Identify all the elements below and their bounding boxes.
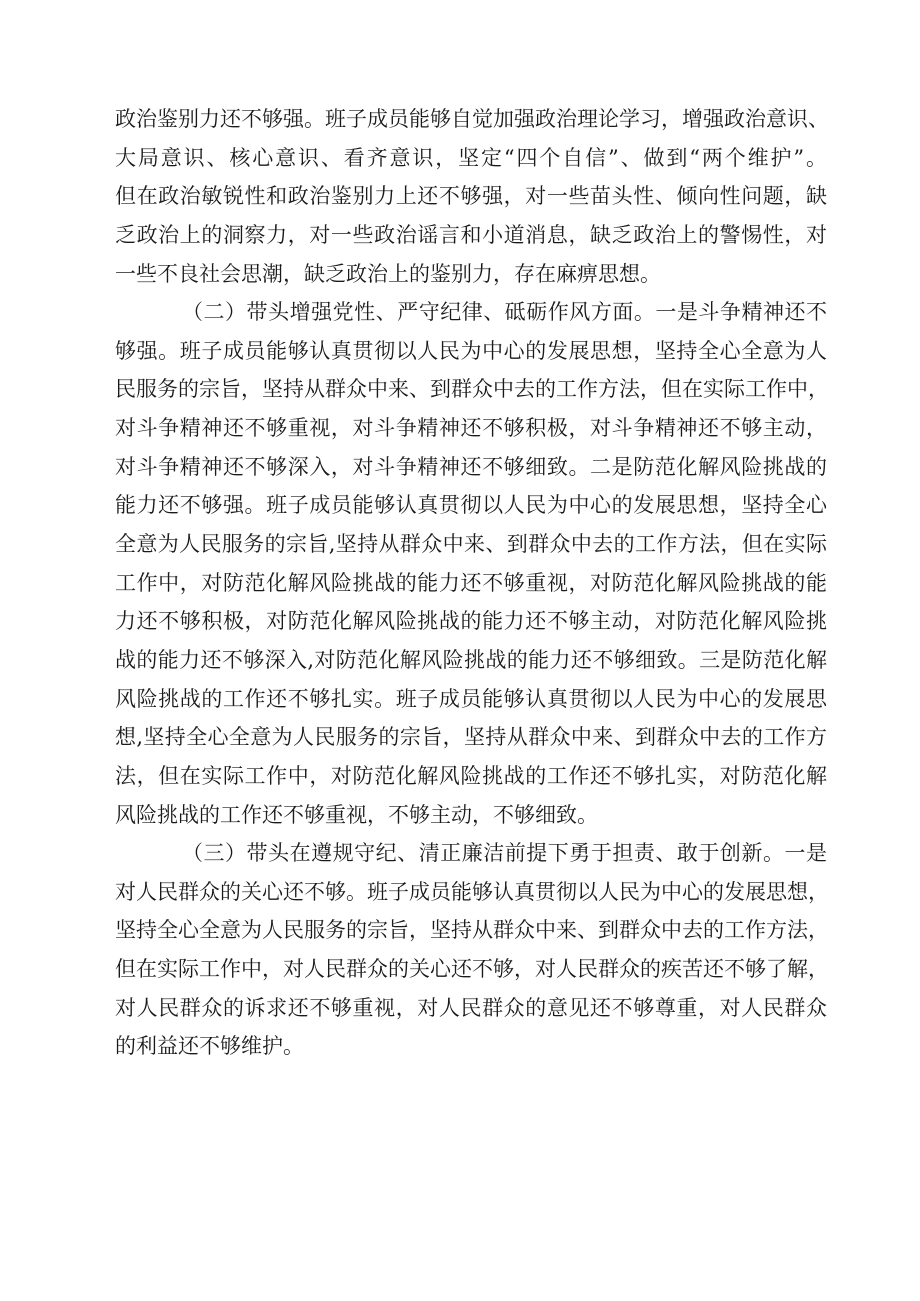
text-line: 但在实际工作中，对人民群众的关心还不够，对人民群众的疾苦还不够了解， <box>115 957 829 982</box>
text-line: 够强。班子成员能够认真贯彻以人民为中心的发展思想，坚持全心全意为人 <box>115 338 827 363</box>
text-line: 对人民群众的关心还不够。班子成员能够认真贯彻以人民为中心的发展思想， <box>115 879 829 904</box>
paragraph-political-discernment <box>115 100 827 293</box>
text-line: 力还不够积极，对防范化解风险挑战的能力还不够主动，对防范化解风险挑 <box>115 609 827 634</box>
text-line: 乏政治上的洞察力，对一些政治谣言和小道消息，缺乏政治上的警惕性，对 <box>115 222 827 247</box>
text-line: 政治鉴别力还不够强。班子成员能够自觉加强政治理论学习，增强政治意识、 <box>115 107 829 131</box>
paragraph-section-three <box>115 834 827 1066</box>
text-line: 战的能力还不够深入,对防范化解风险挑战的能力还不够细致。三是防范化解 <box>115 647 827 672</box>
text-line: 的利益还不够维护。 <box>115 1034 304 1059</box>
text-line: 一些不良社会思潮，缺乏政治上的鉴别力，存在麻痹思想。 <box>115 261 661 286</box>
text-line: 但在政治敏锐性和政治鉴别力上还不够强，对一些苗头性、倾向性问题，缺 <box>115 184 827 209</box>
text-line: 对人民群众的诉求还不够重视，对人民群众的意见还不够尊重，对人民群众 <box>115 995 827 1020</box>
text-line: 能力还不够强。班子成员能够认真贯彻以人民为中心的发展思想，坚持全心 <box>115 493 827 518</box>
text-line: 民服务的宗旨，坚持从群众中来、到群众中去的工作方法，但在实际工作中， <box>115 377 829 402</box>
text-line: 全意为人民服务的宗旨,坚持从群众中来、到群众中去的工作方法，但在实际 <box>115 532 827 557</box>
text-line: 工作中，对防范化解风险挑战的能力还不够重视，对防范化解风险挑战的能 <box>115 570 827 595</box>
text-line: 风险挑战的工作还不够扎实。班子成员能够认真贯彻以人民为中心的发展思 <box>115 686 827 711</box>
text-line: 对斗争精神还不够深入，对斗争精神还不够细致。二是防范化解风险挑战的 <box>115 454 827 479</box>
text-line: 坚持全心全意为人民服务的宗旨，坚持从群众中来、到群众中去的工作方法， <box>115 918 829 943</box>
text-line: 法，但在实际工作中，对防范化解风险挑战的工作还不够扎实，对防范化解 <box>115 763 827 788</box>
text-line: 对斗争精神还不够重视，对斗争精神还不够积极，对斗争精神还不够主动， <box>115 416 827 441</box>
section-heading-line: （二）带头增强党性、严守纪律、砥砺作风方面。一是斗争精神还不 <box>182 300 827 325</box>
section-heading-line: （三）带头在遵规守纪、清正廉洁前提下勇于担责、敢于创新。一是 <box>182 841 827 866</box>
text-line: 大局意识、核心意识、看齐意识，坚定“四个自信”、做到“两个维护”。 <box>115 145 827 170</box>
text-line: 风险挑战的工作还不够重视，不够主动，不够细致。 <box>115 802 598 827</box>
paragraph-section-two <box>115 293 827 834</box>
text-line: 想,坚持全心全意为人民服务的宗旨，坚持从群众中来、到群众中去的工作方 <box>115 725 827 750</box>
document-body <box>115 100 827 1066</box>
